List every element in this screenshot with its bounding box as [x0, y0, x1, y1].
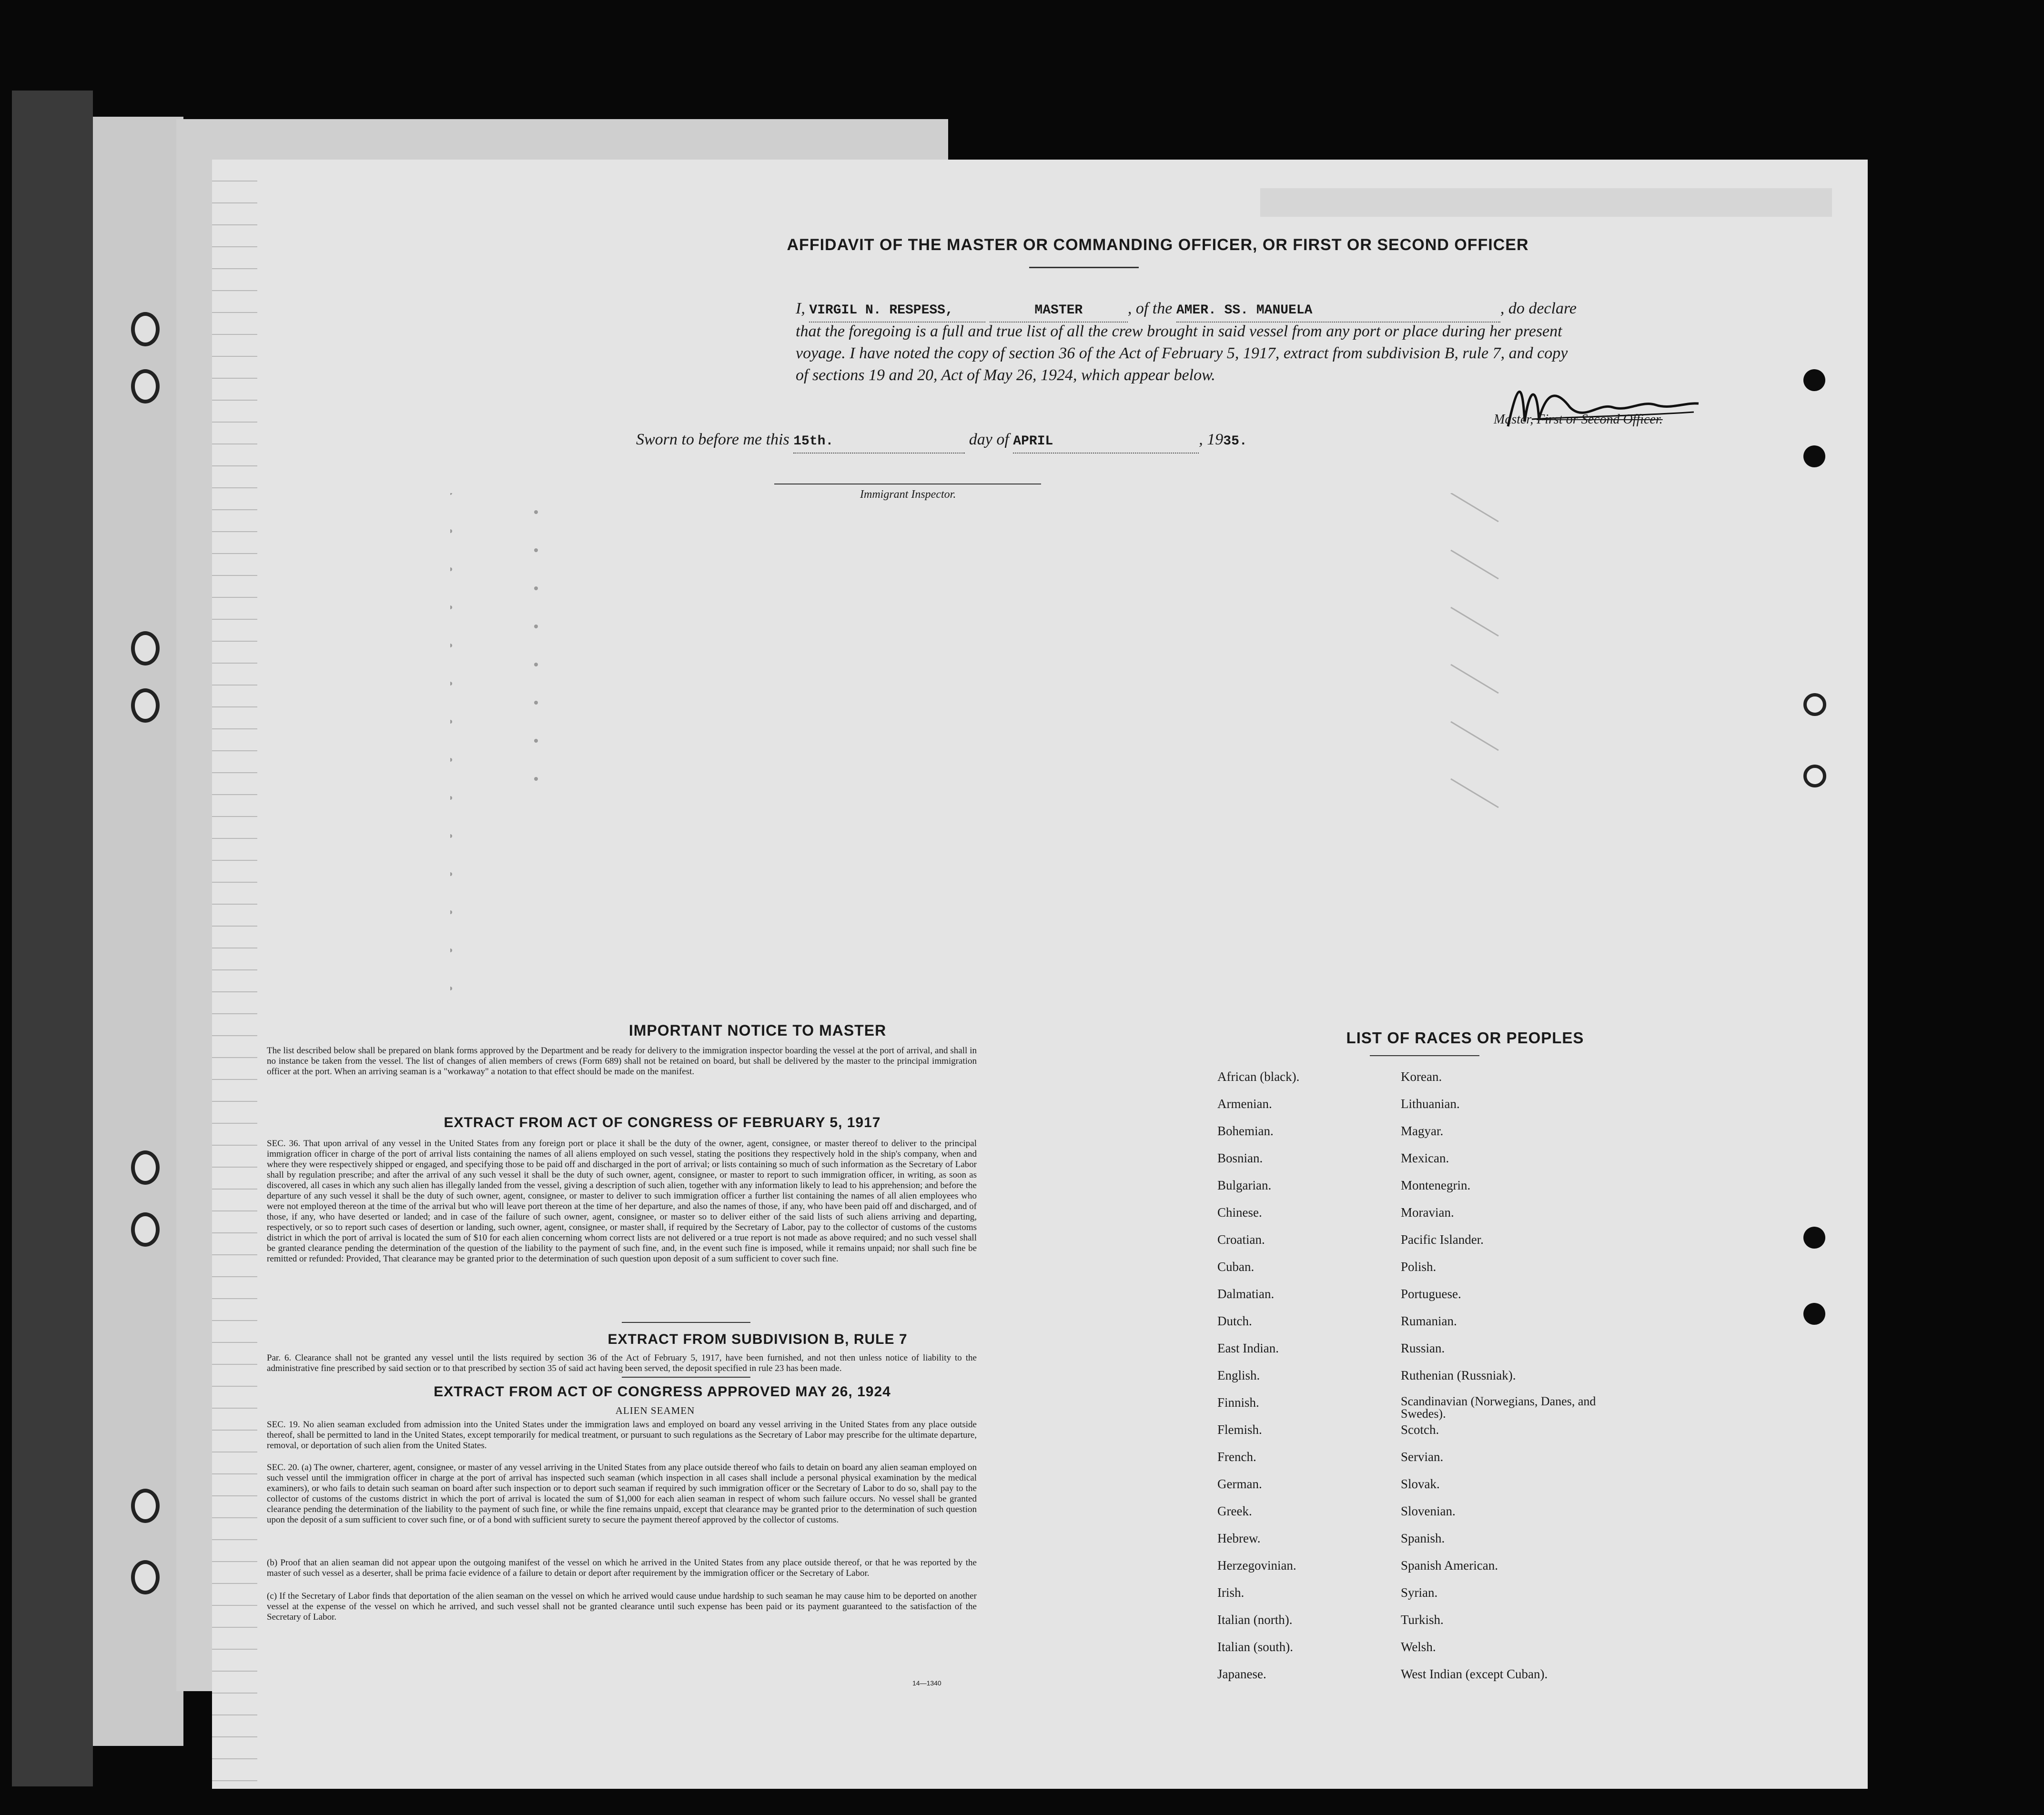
binder-ring-hole — [131, 1150, 160, 1185]
affidavit-title: AFFIDAVIT OF THE MASTER OR COMMANDING OFFICER, OR FIRST OR SECOND OFFICER — [787, 236, 1529, 254]
document-page — [212, 160, 1868, 1789]
race-item: Slovak. — [1401, 1477, 1440, 1491]
race-item: Spanish. — [1401, 1531, 1445, 1545]
binder-ring-hole — [131, 631, 160, 666]
extract-1924-title: EXTRACT FROM ACT OF CONGRESS APPROVED MAY 26, 1924 — [434, 1384, 891, 1400]
race-item: Lithuanian. — [1401, 1097, 1460, 1111]
race-item: Slovenian. — [1401, 1504, 1456, 1518]
race-item: East Indian. — [1217, 1341, 1279, 1355]
i-label: I, — [796, 300, 805, 317]
binder-ring-hole — [131, 312, 160, 346]
race-item: Moravian. — [1401, 1205, 1454, 1220]
binder-ring-hole — [131, 1489, 160, 1523]
races-title: LIST OF RACES OR PEOPLES — [1346, 1029, 1584, 1047]
race-item: Scandinavian (Norwegians, Danes, and Swedes). — [1401, 1394, 1596, 1421]
race-item: Scotch. — [1401, 1422, 1439, 1437]
race-item: Welsh. — [1401, 1640, 1436, 1654]
struck-officer-label: First or Second Officer. — [1537, 412, 1663, 427]
race-item: Spanish American. — [1401, 1558, 1498, 1573]
race-item: Polish. — [1401, 1260, 1437, 1274]
race-item: Portuguese. — [1401, 1287, 1461, 1301]
race-item: Japanese. — [1217, 1667, 1266, 1681]
binder-ring-hole — [131, 1212, 160, 1247]
race-item: Armenian. — [1217, 1097, 1272, 1111]
binder-ring-hole — [131, 688, 160, 723]
title-rule — [1029, 267, 1139, 268]
race-item: Chinese. — [1217, 1205, 1262, 1220]
race-item: Rumanian. — [1401, 1314, 1457, 1328]
year-prefix: , 19 — [1199, 431, 1224, 448]
sworn-day: 15th. — [793, 431, 965, 454]
extract-1917-title: EXTRACT FROM ACT OF CONGRESS OF FEBRUARY 5, 1917 — [444, 1115, 881, 1130]
affidavit-line-1 — [796, 298, 1811, 323]
race-item: German. — [1217, 1477, 1262, 1491]
extract-rule7-text: Par. 6. Clearance shall not be granted any vessel until the lists required by section 36 of the Act of February 5, 1917, have been furnished, and not then unless notice of liability to the administrative fine prescribed by said section or to that prescribed by section 35 of said act having been served, the deposit specified in rule 23 has been made. — [267, 1353, 977, 1373]
form-number: 14—1340 — [912, 1679, 941, 1687]
race-item: Finnish. — [1217, 1395, 1259, 1410]
race-item: Dalmatian. — [1217, 1287, 1275, 1301]
extract-1924-sec19: SEC. 19. No alien seaman excluded from admission into the United States under the immigration laws and employed on board any vessel arriving in the United States from any place outside thereof, shall be permitted to land in the United States, except temporarily for medical treatment, or pursuant to such regulations as the Secretary of Labor may prescribe for the ultimate departure, removal, or deportation of such alien from the United States. — [267, 1420, 977, 1451]
sworn-line — [636, 429, 1651, 454]
extract-1917-text: SEC. 36. That upon arrival of any vessel in the United States from any foreign port or place it shall be the duty of the owner, agent, consignee, or master thereof to deliver to the principal immigration officer in charge of the port of arrival lists containing the names of all aliens employed on such vessel, stating the positions they respectively hold in the ship's company, when and where they were respectively shipped or engaged, and specifying those to be paid off and discharged in the port of arrival; or lists containing so much of such information as the Secretary of Labor shall by regulation prescribe; and after the arrival of any such vessel it shall be the duty of such owner, agent, consignee, or master to report to such immigration officer, in writing, as soon as discovered, all cases in which any such alien has illegally landed from the vessel, giving a description of such alien, together with any information likely to lead to his apprehension; and before the departure of any such vessel it shall be the duty of such owner, agent, consignee, or master to deliver to such immigration officer a further list containing the names of all alien employees who were not employed thereon at the time of the arrival but who will leave port thereon at the time of her departure, and also the names of those, if any, who have been paid off and discharged, and of those, if any, who have deserted or landed; and in case of the failure of such owner, agent, consignee, or master so to deliver either of the said lists of such aliens arriving and departing, respectively, or so to report such cases of desertion or landing, such owner, agent, consignee, or master shall, if required by the Secretary of Labor, pay to the collector of customs of the customs district in which the port of arrival is located the sum of $10 for each alien concerning whom correct lists are not delivered or a true report is not made as above required; and no such vessel shall be granted clearance pending the determination of the question of the liability to the payment of such fine, and, in the event such fine is imposed, while it remains unpaid; nor shall such fine be remitted or refunded: Provided, That clearance may be granted prior to the determination of such question upon deposit of a sum sufficient to cover such fine. — [267, 1139, 977, 1264]
binder-ring-hole — [131, 369, 160, 403]
binder-ring-hole — [131, 1560, 160, 1594]
section-divider — [622, 1377, 750, 1378]
extract-1924-sec20: SEC. 20. (a) The owner, charterer, agent, consignee, or master of any vessel arriving in the United States from any place outside thereof who fails to detain on board any alien seaman employed on such vessel until the immigration officer in charge at the port of arrival has inspected such seaman (which inspection in all cases shall include a personal physical examination by the medical examiners), or who fails to detain such seaman on board after such inspection or to deport such seaman if required by such immigration officer or the Secretary of Labor to do so, shall pay to the collector of customs of the customs district in which the port of arrival is located the sum of $1,000 for each alien seaman in respect of whom such failure occurs. No vessel shall be granted clearance pending the determination of the liability to the payment of such fine, or while the fine remains unpaid, except that clearance may be granted prior to the determination of such question upon the deposit of a sum sufficient to cover such fine, or of a bond with sufficient surety to secure the payment thereof approved by the collector of customs. — [267, 1462, 977, 1525]
race-item: Magyar. — [1401, 1124, 1444, 1138]
race-item: Bohemian. — [1217, 1124, 1274, 1138]
race-item: Hebrew. — [1217, 1531, 1261, 1545]
do-declare-label: , do declare — [1500, 300, 1577, 317]
vessel-name: AMER. SS. MANUELA — [1176, 300, 1500, 323]
race-item: Syrian. — [1401, 1585, 1438, 1600]
notice-title: IMPORTANT NOTICE TO MASTER — [628, 1022, 887, 1039]
sworn-year: 35. — [1223, 434, 1247, 449]
race-item: Mexican. — [1401, 1151, 1449, 1165]
race-item: African (black). — [1217, 1069, 1300, 1084]
extract-1924-subtitle: ALIEN SEAMEN — [615, 1405, 695, 1416]
master-name: VIRGIL N. RESPESS, — [809, 300, 985, 323]
race-item: Croatian. — [1217, 1232, 1265, 1247]
race-item: Pacific Islander. — [1401, 1232, 1484, 1247]
of-the-label: , of the — [1127, 300, 1173, 317]
extract-1924-sec20c: (c) If the Secretary of Labor finds that deportation of the alien seaman on the vessel on which he arrived would cause undue hardship to such seaman he may cause him to be deported on another vessel at the expense of the vessel on which he arrived, and such vessel shall not be granted clearance until such expense has been paid or its payment guaranteed to the satisfaction of the Secretary of Labor. — [267, 1591, 977, 1622]
bleed-through-shadow — [1260, 188, 1832, 217]
extract-1924-sec20b: (b) Proof that an alien seaman did not appear upon the outgoing manifest of the vessel on which he arrived in the United States from any place outside thereof, or that he was reported by the master of such vessel as a deserter, shall be prima facie evidence of a failure to detain or deport after requirement by the immigration officer or the Secretary of Labor. — [267, 1558, 977, 1578]
race-item: Turkish. — [1401, 1613, 1444, 1627]
day-of-label: day of — [969, 431, 1009, 448]
extract-rule7-title: EXTRACT FROM SUBDIVISION B, RULE 7 — [607, 1331, 908, 1347]
race-item: Russian. — [1401, 1341, 1445, 1355]
race-item: Italian (north). — [1217, 1613, 1293, 1627]
master-label: Master, — [1494, 412, 1534, 427]
signature-caption — [1494, 412, 1663, 427]
inspector-label: Immigrant Inspector. — [860, 488, 956, 501]
race-item: Ruthenian (Russniak). — [1401, 1368, 1516, 1382]
race-item: French. — [1217, 1450, 1256, 1464]
race-item: West Indian (except Cuban). — [1401, 1667, 1548, 1681]
punch-hole — [1803, 445, 1825, 467]
race-item: Herzegovinian. — [1217, 1558, 1296, 1573]
punch-hole — [1803, 1227, 1825, 1249]
punch-hole — [1803, 1303, 1825, 1325]
master-rank: MASTER — [990, 300, 1128, 323]
binder-strip — [93, 117, 183, 1746]
race-item: Bulgarian. — [1217, 1178, 1272, 1192]
race-item: Dutch. — [1217, 1314, 1252, 1328]
races-right-column — [1401, 1069, 1725, 1689]
binder-backing — [12, 91, 93, 1786]
race-item: Montenegrin. — [1401, 1178, 1471, 1192]
race-item: Servian. — [1401, 1450, 1444, 1464]
section-divider — [622, 1322, 750, 1323]
race-item: Cuban. — [1217, 1260, 1255, 1274]
race-item: Bosnian. — [1217, 1151, 1263, 1165]
race-item: Greek. — [1217, 1504, 1252, 1518]
affidavit-line-4: of sections 19 and 20, Act of May 26, 1924, which appear below. — [796, 366, 1215, 384]
race-item: Flemish. — [1217, 1422, 1262, 1437]
race-item: Irish. — [1217, 1585, 1245, 1600]
race-item: Korean. — [1401, 1069, 1442, 1084]
ruled-margin — [212, 160, 257, 1789]
notice-text: The list described below shall be prepared on blank forms approved by the Department and be ready for delivery to the immigration inspector boarding the vessel at the port of arrival, and shall in no instance be taken from the vessel. The list of changes of alien members of crews (Form 689) shall not be retained on board, but shall be delivered by the master to the principal immigration officer at the port. When an arriving seaman is a "workaway" a notation to that effect should be made on the manifest. — [267, 1046, 977, 1077]
sworn-month: APRIL — [1013, 431, 1199, 454]
sworn-label: Sworn to before me this — [636, 431, 789, 448]
race-item: Italian (south). — [1217, 1640, 1293, 1654]
affidavit-line-2: that the foregoing is a full and true list of all the crew brought in said vessel from any port or place during her present — [796, 323, 1562, 340]
race-item: English. — [1217, 1368, 1260, 1382]
races-title-rule — [1370, 1055, 1479, 1056]
affidavit-line-3: voyage. I have noted the copy of section 36 of the Act of February 5, 1917, extract from subdivision B, rule 7, and copy — [796, 344, 1568, 362]
